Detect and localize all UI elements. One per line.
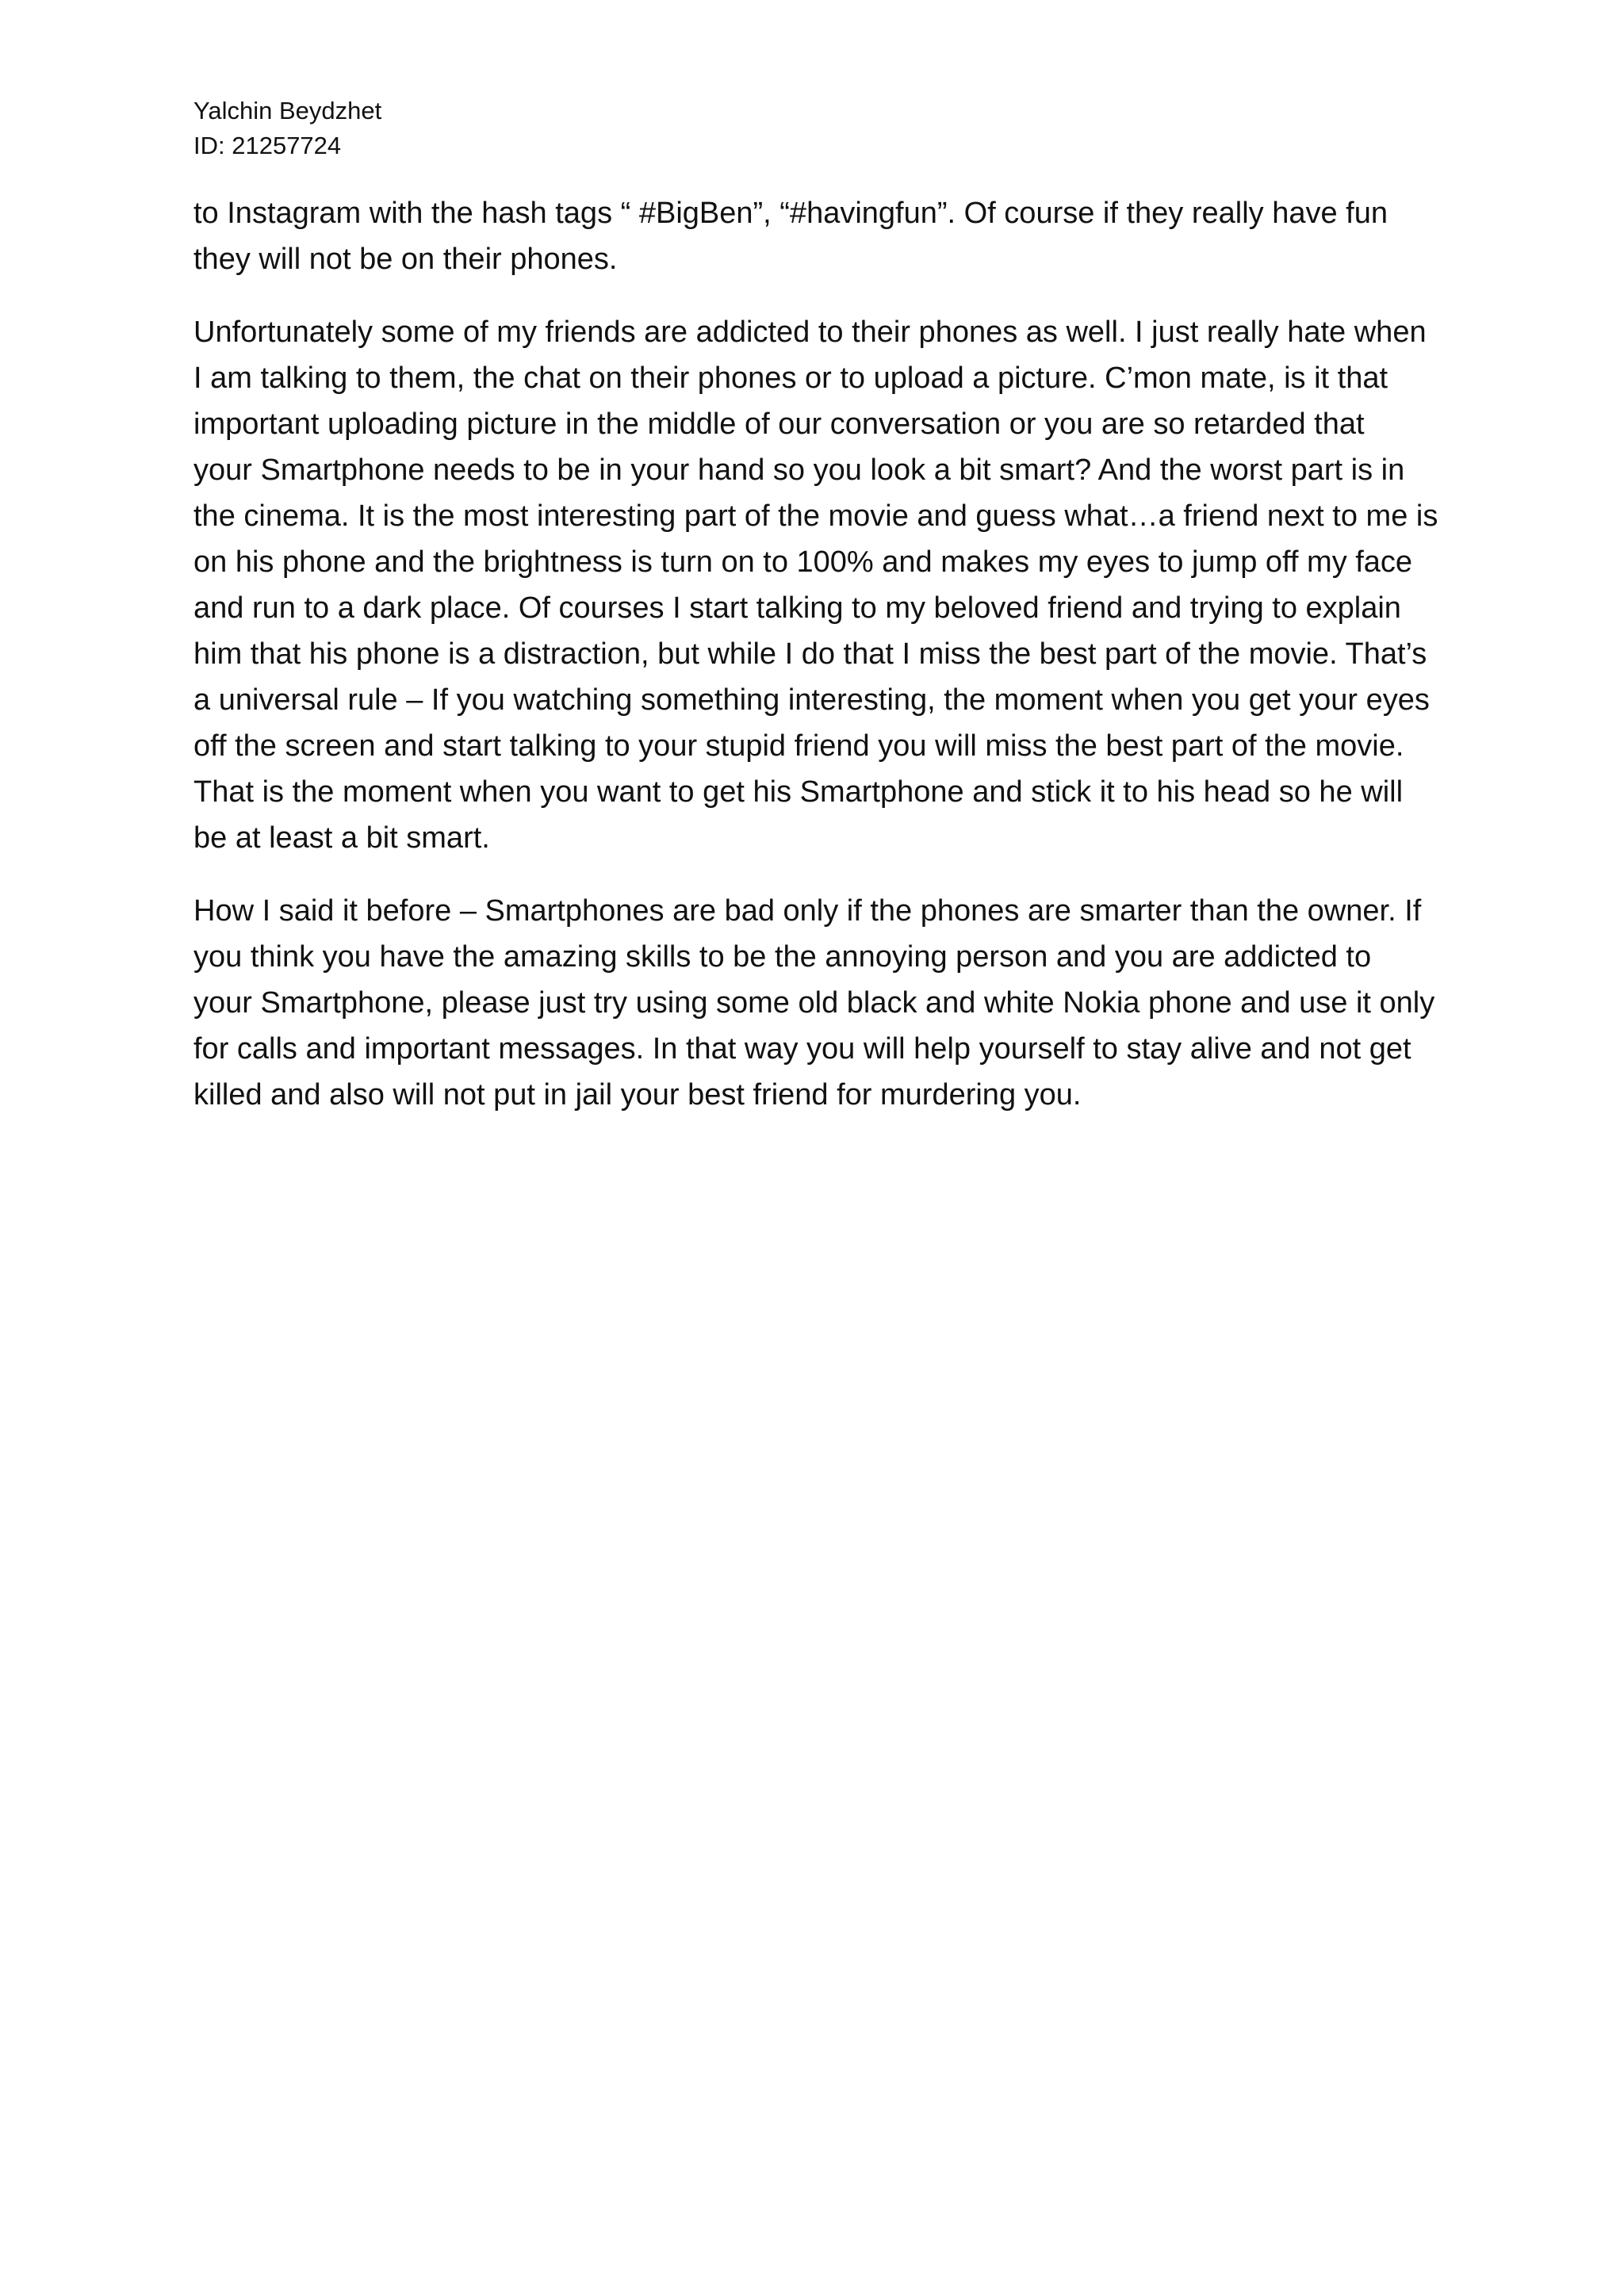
text-line: Unfortunately some of my friends are addicted to their phones as well. I just really hate when bbox=[193, 316, 1427, 349]
text-line: him that his phone is a distraction, but while I do that I miss the best part of the movie. That’s bbox=[193, 637, 1427, 671]
document-header bbox=[193, 94, 381, 163]
text-line: the cinema. It is the most interesting part of the movie and guess what…a friend next to me is bbox=[193, 499, 1438, 533]
student-id: ID: 21257724 bbox=[193, 132, 342, 159]
text-line: be at least a bit smart. bbox=[193, 821, 490, 855]
text-line: off the screen and start talking to your stupid friend you will miss the best part of the movie. bbox=[193, 729, 1404, 763]
author-name: Yalchin Beydzhet bbox=[193, 97, 382, 124]
text-line: to Instagram with the hash tags “ #BigBen”, “#havingfun”. Of course if they really have fun bbox=[193, 197, 1388, 230]
text-line: your Smartphone, please just try using some old black and white Nokia phone and use it only bbox=[193, 986, 1435, 1020]
text-line: That is the moment when you want to get his Smartphone and stick it to his head so he will bbox=[193, 775, 1404, 809]
text-line: I am talking to them, the chat on their phones or to upload a picture. C’mon mate, is it that bbox=[193, 362, 1388, 395]
text-line: your Smartphone needs to be in your hand so you look a bit smart? And the worst part is in bbox=[193, 453, 1405, 487]
text-line: for calls and important messages. In that way you will help yourself to stay alive and not get bbox=[193, 1032, 1411, 1066]
document-body bbox=[193, 190, 1446, 1145]
paragraph bbox=[193, 190, 1446, 282]
text-line: and run to a dark place. Of courses I start talking to my beloved friend and trying to explain bbox=[193, 591, 1401, 625]
text-line: you think you have the amazing skills to be the annoying person and you are addicted to bbox=[193, 940, 1372, 974]
paragraph bbox=[193, 309, 1446, 861]
text-line: a universal rule – If you watching something interesting, the moment when you get your eyes bbox=[193, 683, 1430, 717]
paragraph bbox=[193, 888, 1446, 1118]
text-line: they will not be on their phones. bbox=[193, 243, 618, 276]
text-line: killed and also will not put in jail your best friend for murdering you. bbox=[193, 1078, 1082, 1112]
text-line: on his phone and the brightness is turn on to 100% and makes my eyes to jump off my face bbox=[193, 545, 1413, 579]
text-line: important uploading picture in the middle of our conversation or you are so retarded that bbox=[193, 408, 1365, 441]
text-line: How I said it before – Smartphones are bad only if the phones are smarter than the owner. If bbox=[193, 894, 1422, 928]
